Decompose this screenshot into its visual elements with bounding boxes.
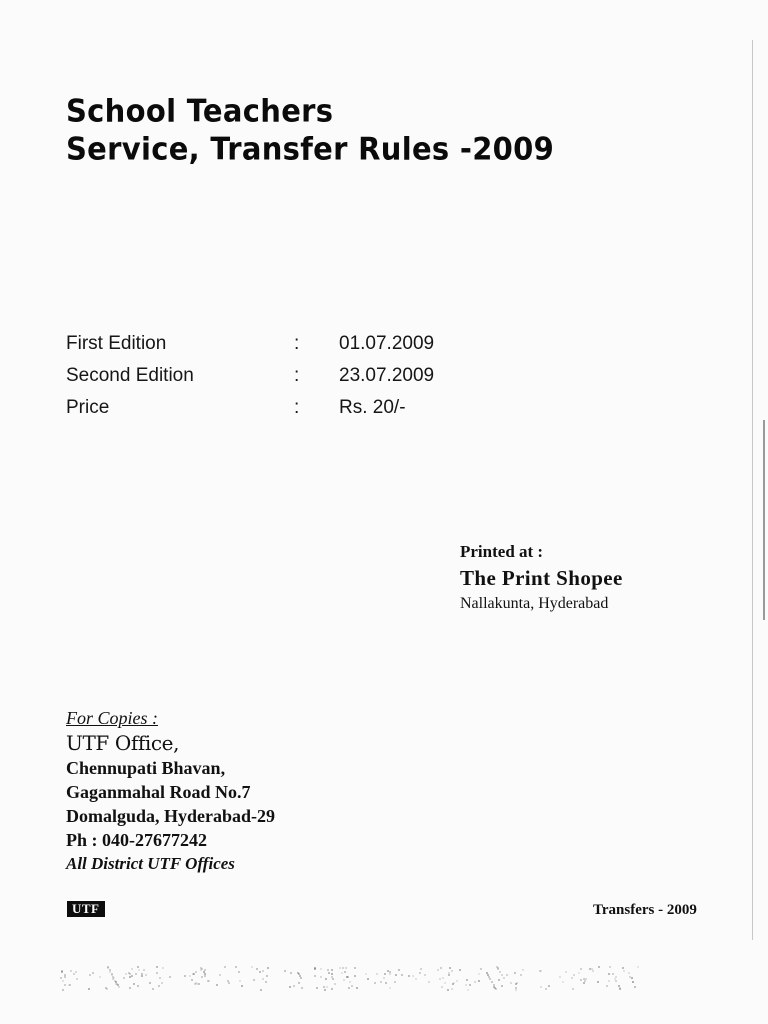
scan-speck bbox=[348, 987, 350, 989]
scan-speck bbox=[408, 975, 410, 977]
printer-name: The Print Shopee bbox=[460, 566, 623, 590]
scan-speck bbox=[141, 973, 143, 975]
scan-speck bbox=[585, 978, 587, 980]
scan-speck bbox=[195, 971, 197, 973]
scan-speck bbox=[137, 985, 139, 987]
scan-speck bbox=[106, 988, 108, 990]
scan-speck bbox=[578, 972, 580, 974]
scan-speck bbox=[204, 975, 206, 977]
scan-speck bbox=[437, 969, 439, 971]
scan-speck bbox=[123, 977, 125, 979]
scan-speck bbox=[344, 971, 346, 973]
scan-speck bbox=[539, 970, 541, 972]
scan-speck bbox=[266, 975, 268, 977]
scan-speck bbox=[149, 982, 151, 984]
price-value: Rs. 20/- bbox=[339, 397, 406, 418]
scan-speck bbox=[347, 976, 349, 978]
scan-speck bbox=[200, 969, 202, 971]
scan-speck bbox=[385, 982, 387, 984]
scan-speck bbox=[480, 968, 482, 970]
edition-value: 01.07.2009 bbox=[339, 333, 435, 354]
scan-speck bbox=[608, 973, 610, 975]
scan-speck bbox=[216, 984, 218, 986]
scan-speck bbox=[89, 974, 91, 976]
scan-speck bbox=[609, 966, 611, 968]
scan-speck bbox=[447, 989, 449, 991]
scan-speck bbox=[394, 981, 396, 983]
scan-speck bbox=[137, 966, 139, 968]
scan-speck bbox=[191, 979, 193, 981]
scan-noise bbox=[60, 966, 640, 992]
scan-speck bbox=[194, 983, 196, 985]
scan-speck bbox=[64, 984, 66, 986]
scan-speck bbox=[367, 978, 369, 980]
scan-speck bbox=[548, 985, 550, 987]
scan-speck bbox=[64, 976, 66, 978]
scan-speck bbox=[444, 982, 446, 984]
scan-speck bbox=[323, 986, 325, 988]
edition-details bbox=[66, 330, 486, 426]
scan-speck bbox=[299, 975, 301, 977]
scan-speck bbox=[501, 974, 503, 976]
scan-speck bbox=[345, 967, 347, 969]
scan-speck bbox=[499, 971, 501, 973]
scan-speck bbox=[583, 982, 585, 984]
title-line-1: School Teachers bbox=[66, 92, 334, 129]
scan-speck bbox=[420, 968, 422, 970]
scan-speck bbox=[238, 971, 240, 973]
scan-speck bbox=[300, 977, 302, 979]
scan-speck bbox=[162, 967, 164, 969]
scan-speck bbox=[239, 980, 241, 982]
scan-speck bbox=[515, 989, 517, 991]
scan-speck bbox=[387, 970, 389, 972]
scan-speck bbox=[62, 980, 64, 982]
scan-speck bbox=[325, 978, 327, 980]
scan-speck bbox=[334, 983, 336, 985]
scan-speck bbox=[478, 980, 480, 982]
scan-speck bbox=[331, 973, 333, 975]
scan-speck bbox=[314, 967, 316, 969]
scan-speck bbox=[158, 985, 160, 987]
scan-speck bbox=[515, 983, 517, 985]
edition-value: 23.07.2009 bbox=[339, 365, 435, 386]
scan-speck bbox=[129, 973, 131, 975]
scan-speck bbox=[189, 975, 191, 977]
scan-speck bbox=[184, 975, 186, 977]
edition-colon: : bbox=[294, 333, 300, 354]
scan-speck bbox=[327, 969, 329, 971]
scan-speck bbox=[632, 981, 634, 983]
scan-speck bbox=[328, 972, 330, 974]
scan-speck bbox=[341, 972, 343, 974]
scan-speck bbox=[131, 968, 133, 970]
scan-speck bbox=[395, 974, 397, 976]
scan-speck bbox=[628, 972, 630, 974]
scan-speck bbox=[331, 969, 333, 971]
scan-speck bbox=[545, 988, 547, 990]
scan-speck bbox=[580, 979, 582, 981]
scan-speck bbox=[133, 983, 135, 985]
scan-speck bbox=[262, 970, 264, 972]
scan-speck bbox=[320, 968, 322, 970]
scan-speck bbox=[314, 975, 316, 977]
printer-location: Nallakunta, Hyderabad bbox=[460, 595, 609, 612]
scan-speck bbox=[442, 977, 444, 979]
scan-speck bbox=[522, 969, 524, 971]
scan-speck bbox=[293, 985, 295, 987]
scan-speck bbox=[99, 976, 101, 978]
scan-speck bbox=[331, 988, 333, 990]
scan-speck bbox=[419, 972, 421, 974]
scan-speck bbox=[227, 980, 229, 982]
copies-office: UTF Office, bbox=[66, 731, 180, 755]
scan-speck bbox=[129, 987, 131, 989]
scan-speck bbox=[383, 977, 385, 979]
scan-speck bbox=[169, 976, 171, 978]
scan-speck bbox=[497, 968, 499, 970]
printer-heading: Printed at : bbox=[460, 542, 544, 561]
edition-row bbox=[66, 362, 486, 394]
scan-speck bbox=[75, 971, 77, 973]
scan-speck bbox=[253, 979, 255, 981]
copies-info bbox=[66, 706, 275, 876]
scan-speck bbox=[68, 984, 70, 986]
scan-speck bbox=[135, 973, 137, 975]
scan-speck bbox=[451, 970, 453, 972]
scan-speck bbox=[456, 980, 458, 982]
printer-info bbox=[460, 540, 623, 616]
scan-speck bbox=[228, 982, 230, 984]
scan-speck bbox=[161, 982, 163, 984]
scan-speck bbox=[439, 978, 441, 980]
copies-address-2: Gaganmahal Road No.7 bbox=[66, 782, 251, 802]
scan-speck bbox=[469, 984, 471, 986]
page-edge-line bbox=[752, 40, 753, 940]
scan-speck bbox=[349, 981, 351, 983]
scan-speck bbox=[324, 989, 326, 991]
copies-district-offices: All District UTF Offices bbox=[66, 854, 235, 873]
scan-speck bbox=[491, 981, 493, 983]
scan-speck bbox=[376, 973, 378, 975]
scan-speck bbox=[204, 973, 206, 975]
scan-speck bbox=[284, 970, 286, 972]
scan-speck bbox=[514, 972, 516, 974]
scan-speck bbox=[562, 981, 564, 983]
edition-label: Second Edition bbox=[66, 365, 194, 386]
scan-speck bbox=[623, 970, 625, 972]
scan-speck bbox=[241, 985, 243, 987]
scan-speck bbox=[208, 980, 210, 982]
scan-speck bbox=[637, 966, 639, 968]
scan-speck bbox=[608, 980, 610, 982]
scan-speck bbox=[449, 967, 451, 969]
scan-speck bbox=[478, 973, 480, 975]
scan-speck bbox=[615, 976, 617, 978]
price-colon: : bbox=[294, 397, 300, 418]
copies-address-3: Domalguda, Hyderabad-29 bbox=[66, 806, 276, 826]
scan-speck bbox=[259, 971, 261, 973]
document-title bbox=[66, 90, 554, 166]
scan-speck bbox=[201, 976, 203, 978]
scan-speck bbox=[510, 982, 512, 984]
scan-speck bbox=[219, 974, 221, 976]
scan-speck bbox=[143, 969, 145, 971]
scan-speck bbox=[631, 977, 633, 979]
scan-speck bbox=[597, 981, 599, 983]
scan-speck bbox=[260, 989, 262, 991]
scan-speck bbox=[520, 974, 522, 976]
scan-speck bbox=[501, 985, 503, 987]
scan-speck bbox=[401, 974, 403, 976]
scan-speck bbox=[152, 988, 154, 990]
scan-speck bbox=[612, 973, 614, 975]
scan-speck bbox=[145, 974, 147, 976]
scan-speck bbox=[290, 972, 292, 974]
scan-speck bbox=[571, 977, 573, 979]
scan-speck bbox=[424, 974, 426, 976]
scan-speck bbox=[389, 973, 391, 975]
scan-speck bbox=[598, 966, 600, 968]
scan-speck bbox=[156, 966, 158, 968]
scan-speck bbox=[60, 977, 62, 979]
copies-address-1: Chennupati Bhavan, bbox=[66, 758, 226, 778]
scan-speck bbox=[506, 974, 508, 976]
scan-speck bbox=[448, 974, 450, 976]
scan-speck bbox=[415, 978, 417, 980]
scan-speck bbox=[339, 967, 341, 969]
scan-speck bbox=[467, 989, 469, 991]
edition-colon: : bbox=[294, 365, 300, 386]
scan-speck bbox=[451, 988, 453, 990]
scan-speck bbox=[224, 966, 226, 968]
scan-speck bbox=[343, 979, 345, 981]
scan-speck bbox=[489, 978, 491, 980]
scan-speck bbox=[289, 986, 291, 988]
scan-speck bbox=[316, 987, 318, 989]
scan-speck bbox=[503, 977, 505, 979]
scan-speck bbox=[113, 977, 115, 979]
scan-speck bbox=[301, 987, 303, 989]
scan-speck bbox=[589, 968, 591, 970]
scan-speck bbox=[342, 967, 344, 969]
page-edge-mark bbox=[763, 420, 765, 620]
scan-speck bbox=[320, 976, 322, 978]
scan-speck bbox=[606, 985, 608, 987]
footer-running-title: Transfers - 2009 bbox=[593, 902, 697, 918]
scan-speck bbox=[384, 973, 386, 975]
scan-speck bbox=[459, 969, 461, 971]
scan-speck bbox=[159, 977, 161, 979]
scan-speck bbox=[156, 972, 158, 974]
scan-speck bbox=[565, 971, 567, 973]
scan-speck bbox=[131, 975, 133, 977]
scan-speck bbox=[592, 970, 594, 972]
scan-speck bbox=[267, 967, 269, 969]
price-row bbox=[66, 394, 486, 426]
scan-speck bbox=[365, 973, 367, 975]
scan-speck bbox=[354, 967, 356, 969]
scan-speck bbox=[559, 976, 561, 978]
scan-speck bbox=[73, 973, 75, 975]
scan-speck bbox=[138, 969, 140, 971]
scan-speck bbox=[441, 986, 443, 988]
scan-speck bbox=[251, 966, 253, 968]
edition-label: First Edition bbox=[66, 333, 167, 354]
scan-speck bbox=[466, 979, 468, 981]
scan-speck bbox=[298, 982, 300, 984]
copies-phone: Ph : 040-27677242 bbox=[66, 830, 207, 850]
scan-speck bbox=[619, 987, 621, 989]
scan-speck bbox=[374, 982, 376, 984]
scan-speck bbox=[440, 967, 442, 969]
scan-speck bbox=[265, 981, 267, 983]
scan-speck bbox=[398, 969, 400, 971]
scan-speck bbox=[465, 984, 467, 986]
scan-speck bbox=[380, 981, 382, 983]
scan-speck bbox=[326, 986, 328, 988]
scan-speck bbox=[474, 981, 476, 983]
scan-speck bbox=[354, 975, 356, 977]
copies-heading: For Copies : bbox=[66, 708, 158, 728]
scan-speck bbox=[412, 975, 414, 977]
scan-speck bbox=[356, 987, 358, 989]
scan-speck bbox=[125, 973, 127, 975]
scan-speck bbox=[118, 986, 120, 988]
scan-speck bbox=[494, 987, 496, 989]
scan-speck bbox=[572, 988, 574, 990]
utf-badge: UTF bbox=[67, 901, 105, 917]
scan-speck bbox=[452, 983, 454, 985]
scan-speck bbox=[198, 983, 200, 985]
scan-speck bbox=[332, 978, 334, 980]
scan-speck bbox=[498, 979, 500, 981]
scan-speck bbox=[204, 969, 206, 971]
title-line-2: Service, Transfer Rules -2009 bbox=[66, 130, 555, 167]
scan-speck bbox=[256, 968, 258, 970]
scan-speck bbox=[428, 981, 430, 983]
price-label: Price bbox=[66, 397, 110, 418]
scan-speck bbox=[192, 973, 194, 975]
scan-speck bbox=[262, 978, 264, 980]
scan-speck bbox=[76, 978, 78, 980]
scan-speck bbox=[634, 986, 636, 988]
scan-speck bbox=[573, 974, 575, 976]
scan-speck bbox=[70, 970, 72, 972]
scan-speck bbox=[580, 968, 582, 970]
scan-speck bbox=[615, 980, 617, 982]
scan-speck bbox=[141, 975, 143, 977]
scan-speck bbox=[88, 988, 90, 990]
scan-speck bbox=[389, 987, 391, 989]
scan-speck bbox=[62, 989, 64, 991]
edition-row bbox=[66, 330, 486, 362]
scan-speck bbox=[235, 966, 237, 968]
scan-speck bbox=[351, 985, 353, 987]
scan-speck bbox=[622, 967, 624, 969]
scan-speck bbox=[61, 971, 63, 973]
scan-speck bbox=[540, 986, 542, 988]
scan-speck bbox=[92, 972, 94, 974]
